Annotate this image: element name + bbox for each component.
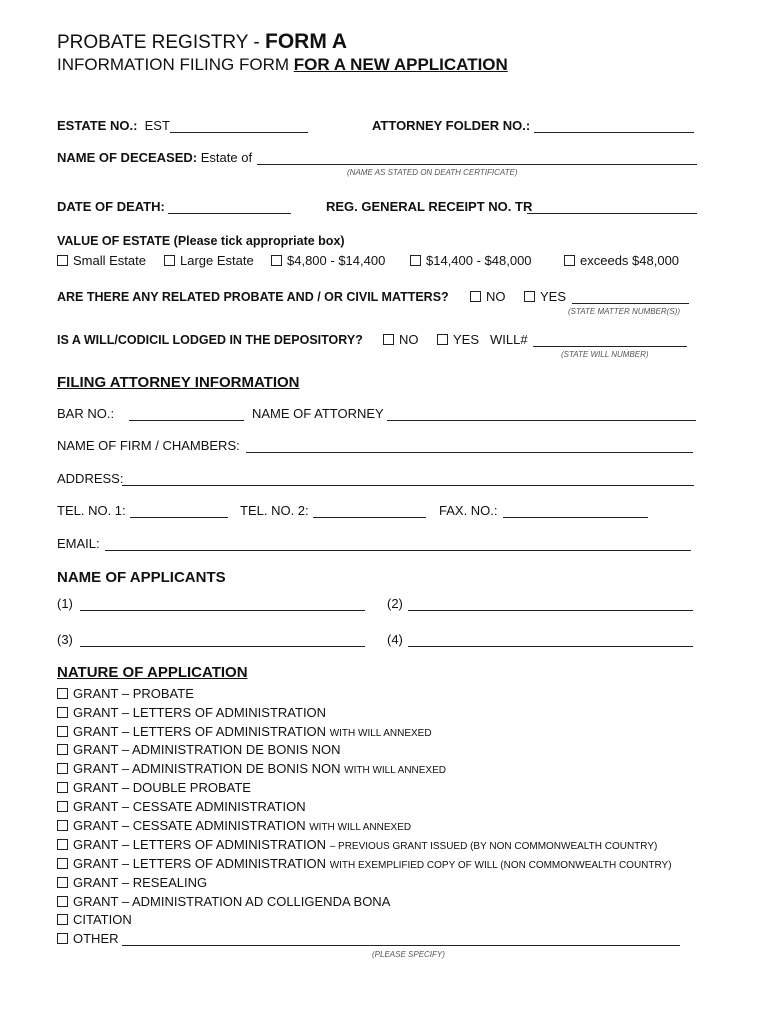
deceased-name-field[interactable] <box>257 164 697 165</box>
bar-no-label: BAR NO.: <box>57 406 115 421</box>
will-lodged-question: IS A WILL/CODICIL LODGED IN THE DEPOSITORY? <box>57 333 363 347</box>
date-of-death-label: DATE OF DEATH: <box>57 199 165 214</box>
checkbox-icon[interactable] <box>564 255 575 266</box>
deceased-label: NAME OF DECEASED: Estate of <box>57 150 253 165</box>
checkbox-icon[interactable] <box>57 782 68 793</box>
nature-item[interactable]: GRANT – ADMINISTRATION DE BONIS NON <box>57 742 341 757</box>
nature-item[interactable]: GRANT – PROBATE <box>57 686 194 701</box>
attorney-folder-label: ATTORNEY FOLDER NO.: <box>372 118 531 133</box>
nature-item[interactable]: GRANT – CESSATE ADMINISTRATION WITH WILL ANNEXED <box>57 818 411 833</box>
checkbox-icon[interactable] <box>57 914 68 925</box>
nature-item[interactable]: OTHER <box>57 931 119 946</box>
address-label: ADDRESS: <box>57 471 124 486</box>
estate-option-large[interactable]: Large Estate <box>164 253 254 268</box>
will-no-option[interactable]: NO <box>383 332 419 347</box>
nature-item[interactable]: GRANT – LETTERS OF ADMINISTRATION WITH EXEMPLIFIED COPY OF WILL (NON COMMONWEALTH COUNTRY) <box>57 856 672 871</box>
checkbox-icon[interactable] <box>57 933 68 944</box>
checkbox-icon[interactable] <box>271 255 282 266</box>
tel2-field[interactable] <box>313 517 426 518</box>
estate-option-small[interactable]: Small Estate <box>57 253 146 268</box>
date-of-death-field[interactable] <box>168 213 291 214</box>
other-specify-hint: (PLEASE SPECIFY) <box>372 950 445 959</box>
checkbox-icon[interactable] <box>410 255 421 266</box>
value-of-estate-label: VALUE OF ESTATE (Please tick appropriate box) <box>57 234 345 248</box>
related-no-option[interactable]: NO <box>470 289 506 304</box>
will-yes-option[interactable]: YES <box>437 332 479 347</box>
checkbox-icon[interactable] <box>57 820 68 831</box>
checkbox-icon[interactable] <box>57 688 68 699</box>
checkbox-icon[interactable] <box>524 291 535 302</box>
checkbox-icon[interactable] <box>57 877 68 888</box>
nature-item[interactable]: GRANT – DOUBLE PROBATE <box>57 780 251 795</box>
bar-no-field[interactable] <box>129 420 244 421</box>
nature-item[interactable]: CITATION <box>57 912 132 927</box>
attorney-folder-field[interactable] <box>534 132 694 133</box>
related-matters-question: ARE THERE ANY RELATED PROBATE AND / OR CIVIL MATTERS? <box>57 290 449 304</box>
firm-name-field[interactable] <box>246 452 693 453</box>
estate-no-field[interactable] <box>170 132 308 133</box>
form-title: PROBATE REGISTRY - FORM A <box>57 30 348 53</box>
checkbox-icon[interactable] <box>164 255 175 266</box>
nature-heading: NATURE OF APPLICATION <box>57 664 248 681</box>
applicant-1-label: (1) <box>57 596 73 611</box>
nature-item[interactable]: GRANT – ADMINISTRATION DE BONIS NON WITH WILL ANNEXED <box>57 761 446 776</box>
fax-label: FAX. NO.: <box>439 503 498 518</box>
estate-option-48000[interactable]: exceeds $48,000 <box>564 253 679 268</box>
nature-item[interactable]: GRANT – CESSATE ADMINISTRATION <box>57 799 306 814</box>
applicant-3-label: (3) <box>57 632 73 647</box>
checkbox-icon[interactable] <box>437 334 448 345</box>
attorney-name-field[interactable] <box>387 420 696 421</box>
applicant-2-field[interactable] <box>408 610 693 611</box>
applicant-4-field[interactable] <box>408 646 693 647</box>
checkbox-icon[interactable] <box>57 707 68 718</box>
checkbox-icon[interactable] <box>383 334 394 345</box>
nature-item[interactable]: GRANT – LETTERS OF ADMINISTRATION <box>57 705 326 720</box>
receipt-field[interactable] <box>527 213 697 214</box>
email-label: EMAIL: <box>57 536 100 551</box>
estate-no-label: ESTATE NO.: EST <box>57 118 170 133</box>
checkbox-icon[interactable] <box>470 291 481 302</box>
attorney-name-label: NAME OF ATTORNEY <box>252 406 384 421</box>
attorney-section-heading: FILING ATTORNEY INFORMATION <box>57 374 300 391</box>
related-yes-option[interactable]: YES <box>524 289 566 304</box>
tel2-label: TEL. NO. 2: <box>240 503 309 518</box>
will-number-label: WILL# <box>490 332 528 347</box>
checkbox-icon[interactable] <box>57 763 68 774</box>
will-number-hint: (STATE WILL NUMBER) <box>561 350 649 359</box>
nature-item[interactable]: GRANT – LETTERS OF ADMINISTRATION WITH WILL ANNEXED <box>57 724 432 739</box>
estate-option-14400[interactable]: $14,400 - $48,000 <box>410 253 532 268</box>
email-field[interactable] <box>105 550 691 551</box>
checkbox-icon[interactable] <box>57 801 68 812</box>
checkbox-icon[interactable] <box>57 744 68 755</box>
checkbox-icon[interactable] <box>57 858 68 869</box>
nature-item[interactable]: GRANT – ADMINISTRATION AD COLLIGENDA BONA <box>57 894 390 909</box>
receipt-label: REG. GENERAL RECEIPT NO. TR <box>326 199 533 214</box>
applicant-1-field[interactable] <box>80 610 365 611</box>
applicant-3-field[interactable] <box>80 646 365 647</box>
fax-field[interactable] <box>503 517 648 518</box>
tel1-field[interactable] <box>130 517 228 518</box>
form-subtitle: INFORMATION FILING FORM FOR A NEW APPLICATION <box>57 55 508 74</box>
will-number-field[interactable] <box>533 346 687 347</box>
form-id: FORM A <box>265 30 348 53</box>
address-field[interactable] <box>122 485 694 486</box>
matter-number-field[interactable] <box>572 303 689 304</box>
deceased-hint: (NAME AS STATED ON DEATH CERTIFICATE) <box>347 168 518 177</box>
nature-item[interactable]: GRANT – LETTERS OF ADMINISTRATION – PREVIOUS GRANT ISSUED (BY NON COMMONWEALTH COUNTRY) <box>57 837 657 852</box>
applicant-4-label: (4) <box>387 632 403 647</box>
nature-item[interactable]: GRANT – RESEALING <box>57 875 207 890</box>
matter-number-hint: (STATE MATTER NUMBER(S)) <box>568 307 680 316</box>
checkbox-icon[interactable] <box>57 839 68 850</box>
firm-name-label: NAME OF FIRM / CHAMBERS: <box>57 438 240 453</box>
applicant-2-label: (2) <box>387 596 403 611</box>
applicants-heading: NAME OF APPLICANTS <box>57 569 226 586</box>
checkbox-icon[interactable] <box>57 726 68 737</box>
checkbox-icon[interactable] <box>57 896 68 907</box>
checkbox-icon[interactable] <box>57 255 68 266</box>
tel1-label: TEL. NO. 1: <box>57 503 126 518</box>
other-specify-field[interactable] <box>122 945 680 946</box>
estate-option-4800[interactable]: $4,800 - $14,400 <box>271 253 385 268</box>
